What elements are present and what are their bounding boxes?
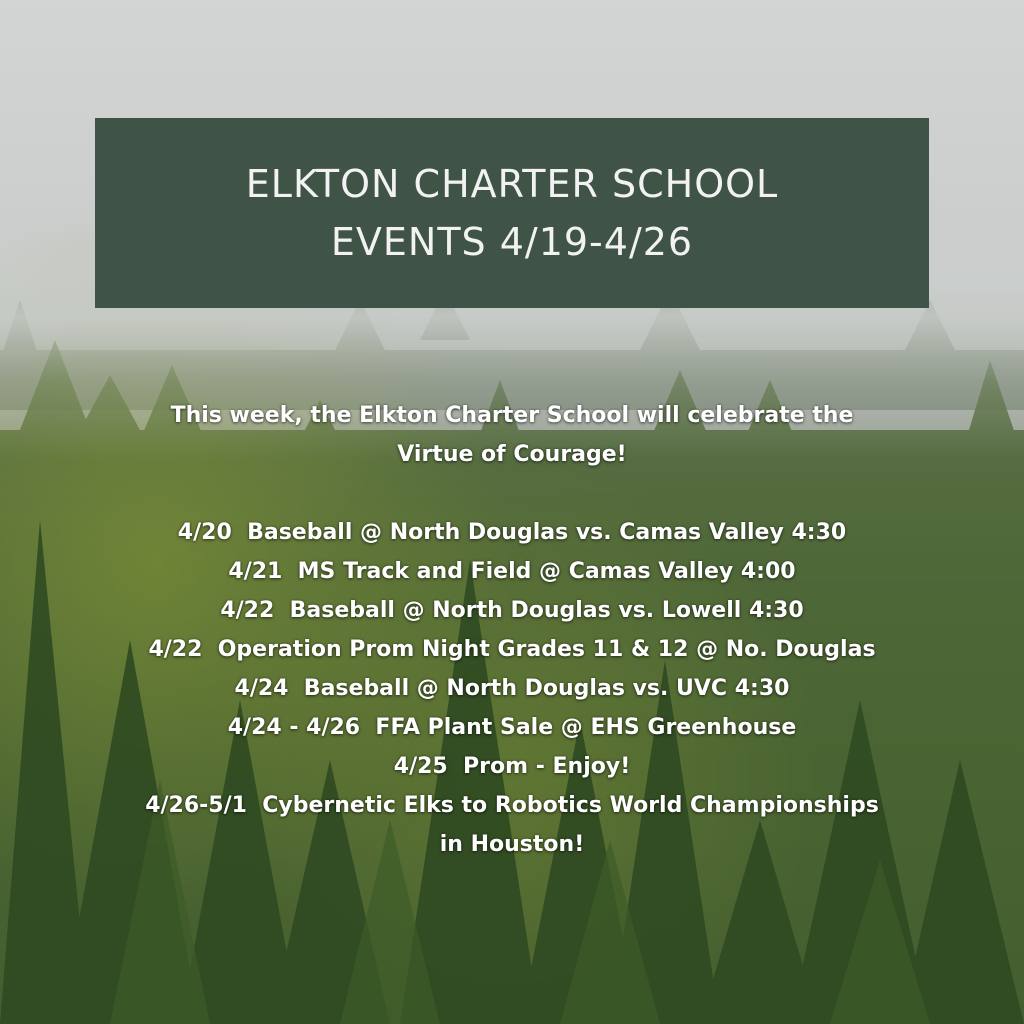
intro-line-2: Virtue of Courage! [397,442,627,467]
event-item: 4/25 Prom - Enjoy! [393,754,631,779]
intro-line-1: This week, the Elkton Charter School will celebrate the [170,403,854,428]
spacer [0,474,1024,513]
event-item: 4/24 Baseball @ North Douglas vs. UVC 4:30 [234,676,790,701]
title-banner [95,118,929,308]
event-item: 4/22 Operation Prom Night Grades 11 & 12 @ No. Douglas [148,637,876,662]
event-item: 4/22 Baseball @ North Douglas vs. Lowell 4:30 [220,598,804,623]
title-line-1: ELKTON CHARTER SCHOOL [245,162,779,206]
announcement-body [0,396,1024,864]
title-line-2: EVENTS 4/19-4/26 [330,220,694,264]
event-item: 4/20 Baseball @ North Douglas vs. Camas Valley 4:30 [177,520,847,545]
event-item: 4/24 - 4/26 FFA Plant Sale @ EHS Greenhouse [227,715,797,740]
event-item: in Houston! [439,832,585,857]
event-item: 4/21 MS Track and Field @ Camas Valley 4:00 [228,559,796,584]
event-item: 4/26-5/1 Cybernetic Elks to Robotics World Championships [145,793,879,818]
